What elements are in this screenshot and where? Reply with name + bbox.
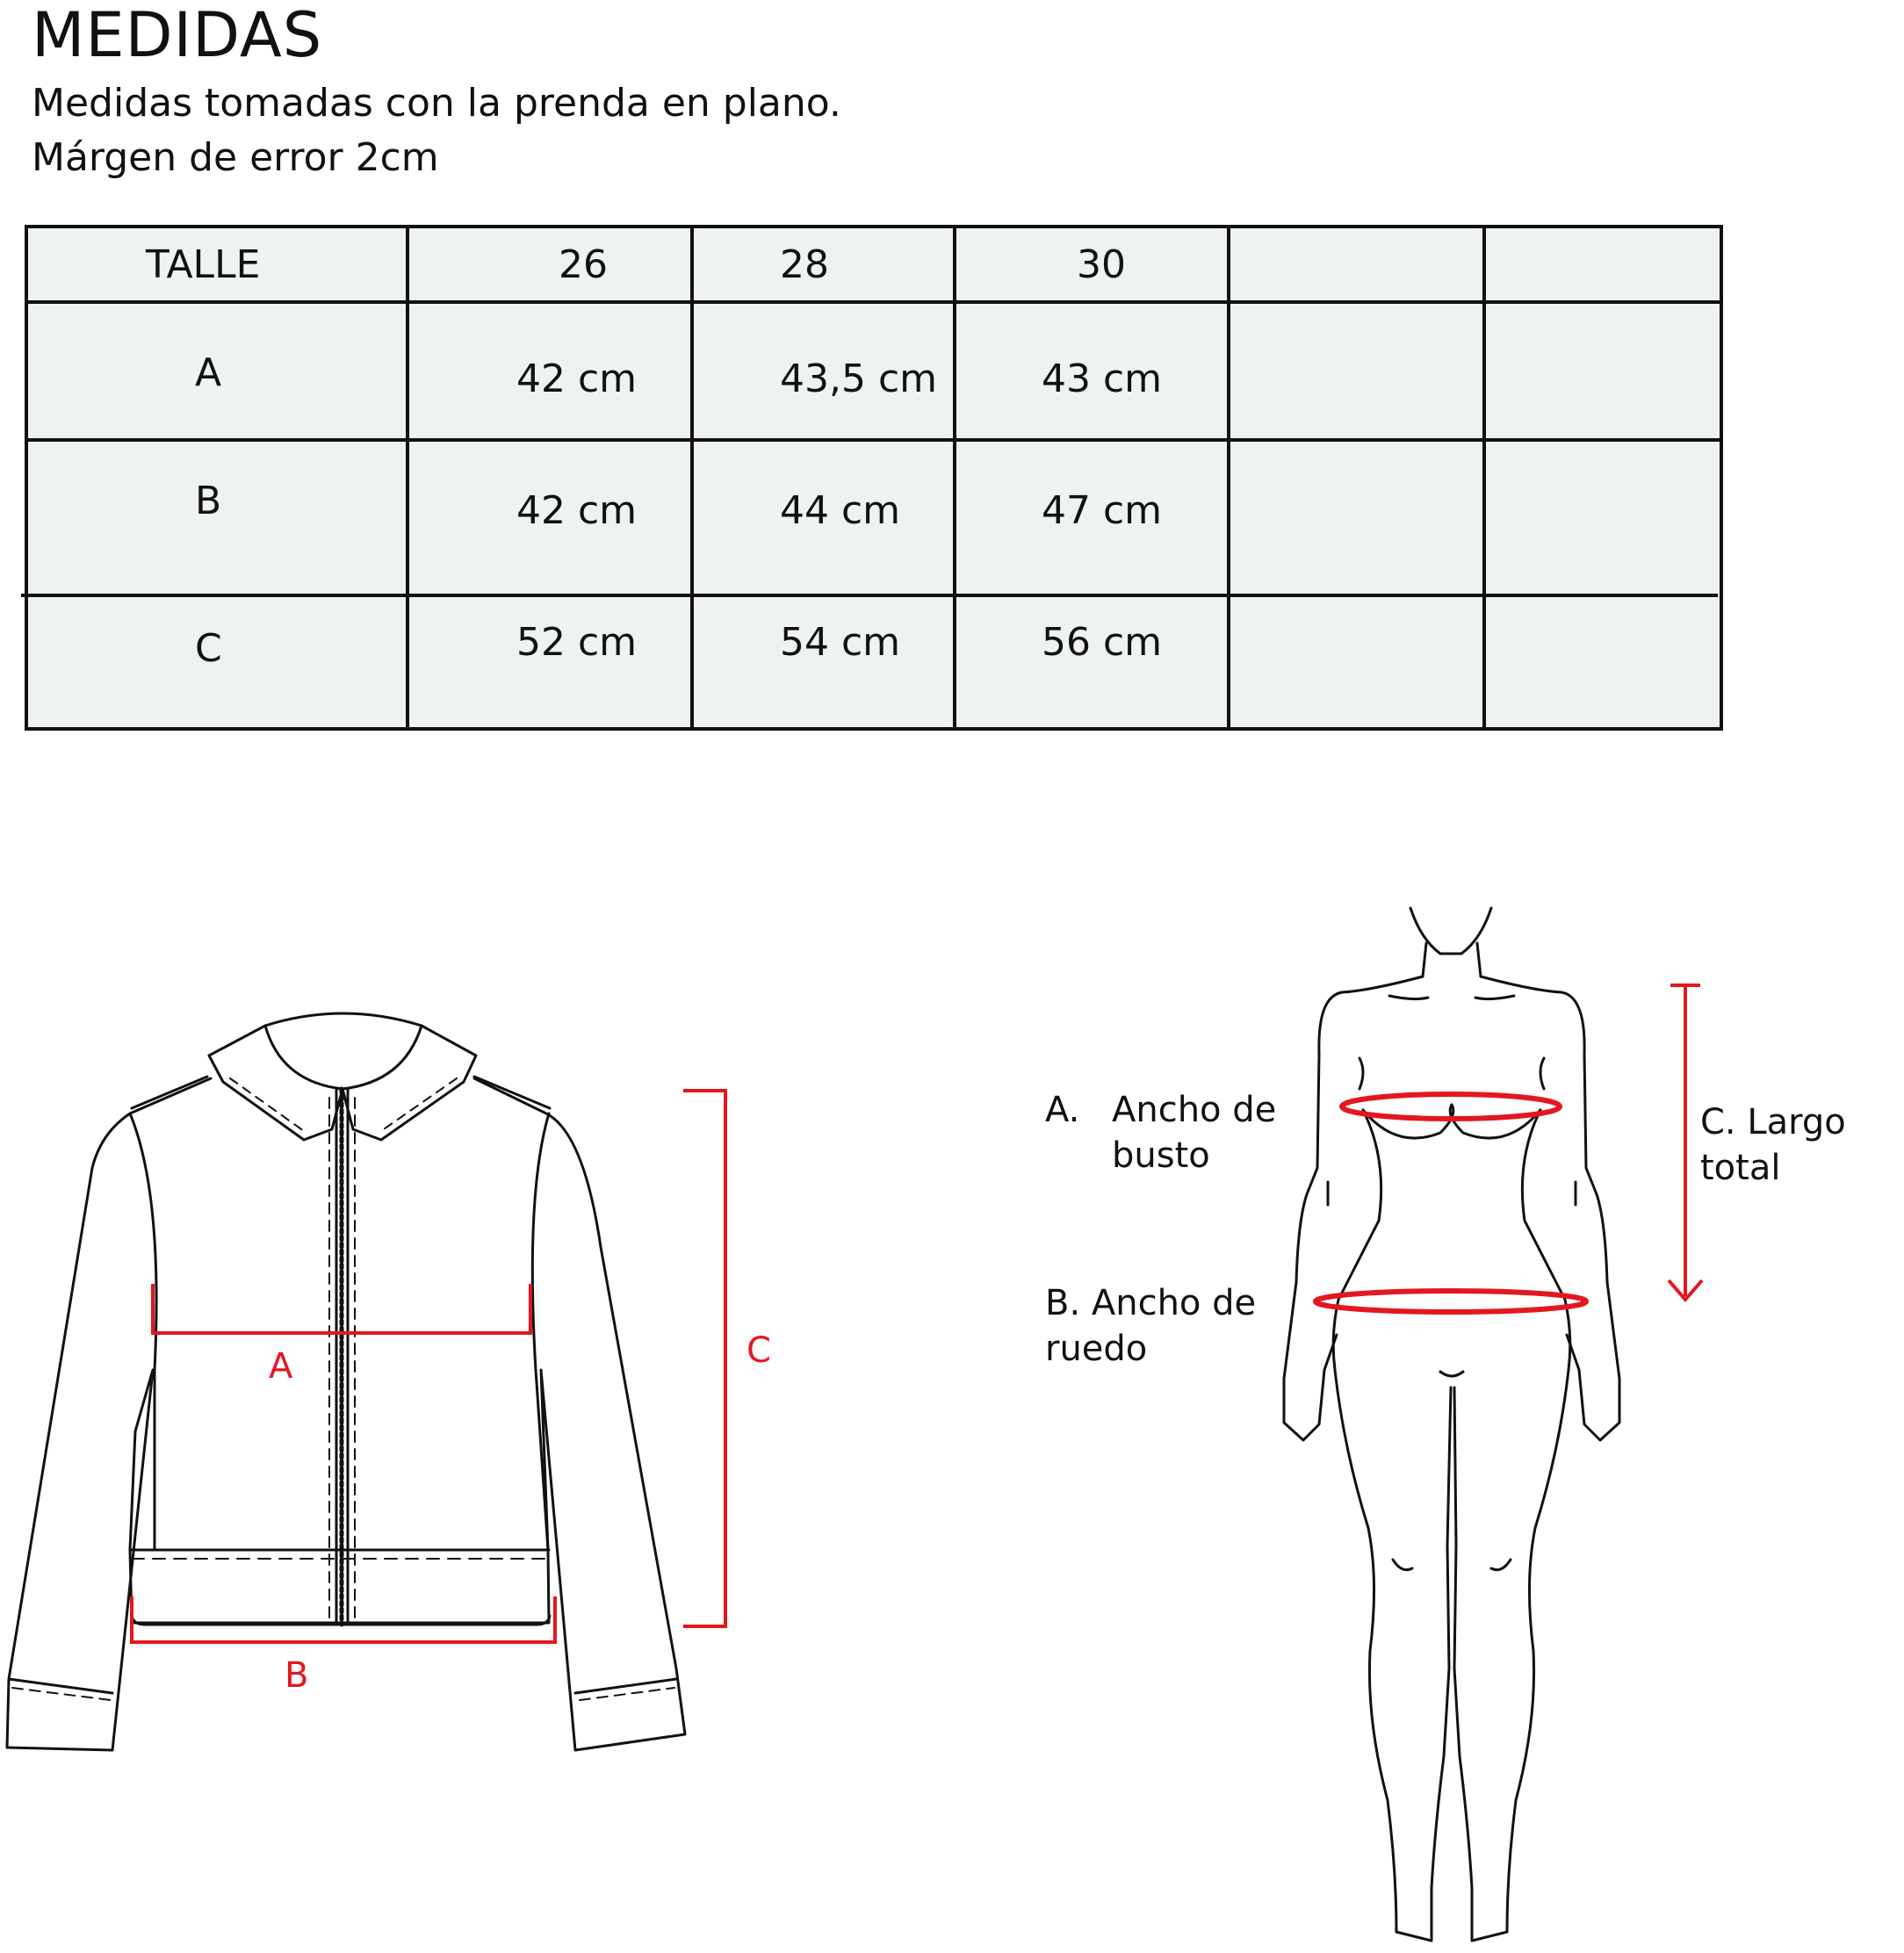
table-header-label: TALLE — [146, 242, 261, 287]
table-cell: 47 cm — [1042, 488, 1163, 533]
legend-c-line-2: total — [1700, 1148, 1781, 1188]
table-header-size-30: 30 — [1077, 242, 1126, 287]
measure-b-label: B — [285, 1655, 309, 1696]
table-row-label: C — [195, 626, 222, 671]
legend-a-letter: A. — [1045, 1090, 1080, 1130]
table-cell: 43 cm — [1042, 357, 1163, 401]
table-header-size-26: 26 — [559, 242, 608, 287]
hem-measure-ring — [1316, 1291, 1586, 1312]
length-arrow — [1669, 985, 1702, 1300]
legend-b-line-1: B. Ancho de — [1045, 1283, 1257, 1323]
legend-a-line-1: Ancho de — [1112, 1090, 1277, 1130]
table-cell: 52 cm — [516, 620, 638, 665]
measure-c-label: C — [746, 1330, 771, 1371]
subtitle-line-2: Márgen de error 2cm — [32, 135, 439, 180]
legend-c-line-1: C. Largo — [1700, 1102, 1846, 1142]
bust-measure-ring — [1342, 1094, 1560, 1119]
subtitle-line-1: Medidas tomadas con la prenda en plano. — [32, 81, 841, 126]
table-cell: 42 cm — [516, 357, 638, 401]
table-cell: 42 cm — [516, 488, 638, 533]
table-cell: 54 cm — [780, 620, 901, 665]
table-cell: 44 cm — [780, 488, 901, 533]
table-cell: 43,5 cm — [780, 357, 938, 401]
legend-b-line-2: ruedo — [1045, 1329, 1148, 1369]
measure-a-label: A — [269, 1346, 293, 1387]
table-header-size-28: 28 — [780, 242, 829, 287]
table-row-label: B — [195, 479, 222, 523]
legend-a-line-2: busto — [1112, 1135, 1210, 1176]
table-row-label: A — [195, 350, 222, 395]
page-title: MEDIDAS — [32, 0, 323, 71]
table-cell: 56 cm — [1042, 620, 1163, 665]
